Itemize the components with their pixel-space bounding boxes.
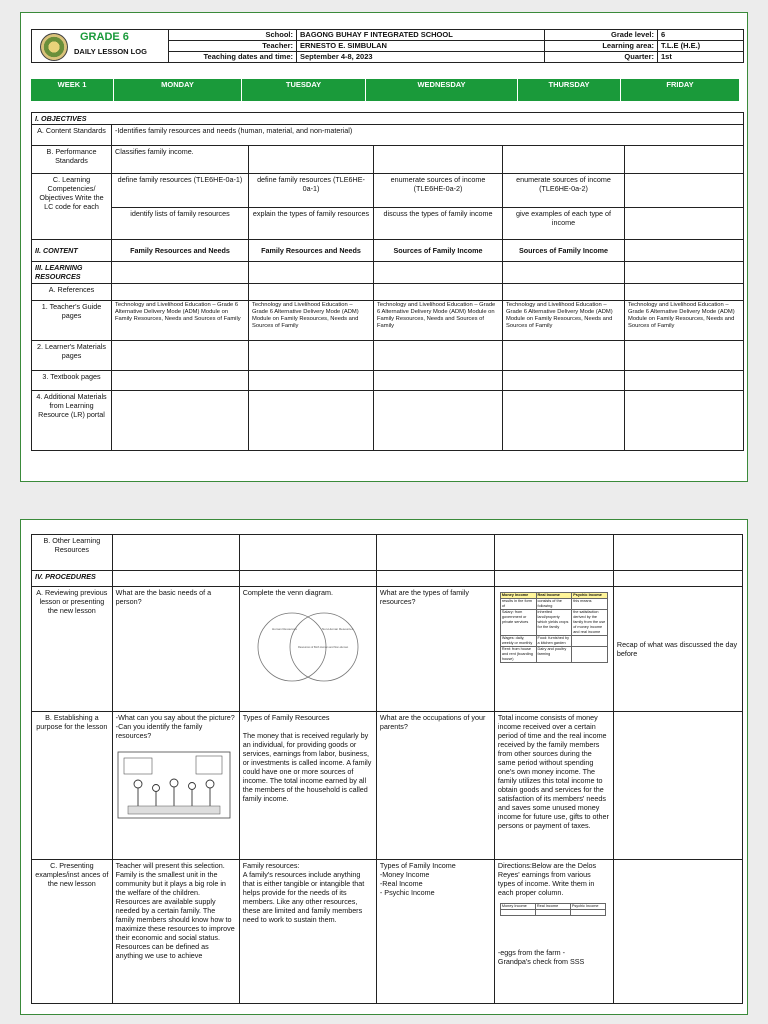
learning-area-value: T.L.E (H.E.) xyxy=(658,41,744,52)
empty-cell xyxy=(503,341,625,371)
purpose-wednesday: What are the occupations of your parents? xyxy=(376,712,494,860)
school-seal-icon xyxy=(40,33,68,61)
procedures-table xyxy=(31,534,743,1004)
empty-cell xyxy=(239,535,376,571)
venn-instruction: Complete the venn diagram. xyxy=(242,588,334,597)
content-standards-value: -Identifies family resources and needs (human, material, and non-material) xyxy=(112,125,744,146)
grade-title: GRADE 6 xyxy=(80,31,129,43)
empty-cell xyxy=(376,535,494,571)
day-thursday: THURSDAY xyxy=(518,79,621,101)
tg-tuesday: Technology and Livelihood Education – Grade 6 Alternative Delivery Mode (ADM) Module on Family Resources, Needs and Sources of Family xyxy=(249,301,374,341)
purpose-monday xyxy=(112,712,239,860)
purpose-label: B. Establishing a purpose for the lesson xyxy=(32,712,113,860)
empty-cell xyxy=(625,208,744,240)
tg-friday: Technology and Livelihood Education – Grade 6 Alternative Delivery Mode (ADM) Module on Family Resources, Needs and Sources of Family xyxy=(625,301,744,341)
mini-cell xyxy=(570,910,605,916)
content-tuesday: Family Resources and Needs xyxy=(249,240,374,262)
lesson-log-page-1 xyxy=(20,12,748,482)
income-header-money: Money Income xyxy=(500,593,536,599)
lesson-log-page-2 xyxy=(20,519,748,1015)
income-cell: Dairy and poultry farming xyxy=(536,647,572,663)
empty-cell xyxy=(625,262,744,284)
lc-tuesday-2: explain the types of family resources xyxy=(249,208,374,240)
mini-header-real: Real Income xyxy=(535,904,570,910)
additional-materials-label: 4. Additional Materials from Learning Resource (LR) portal xyxy=(32,391,112,451)
reviewing-thursday xyxy=(494,587,613,712)
venn-middle-label: Resources of Both Human and Non-Human xyxy=(297,646,348,649)
empty-cell xyxy=(249,146,374,174)
income-classification-table xyxy=(500,903,606,916)
empty-cell xyxy=(112,262,249,284)
school-label: School: xyxy=(169,30,297,41)
presenting-tuesday: Family resources: A family's resources include anything that is either tangible or intangible that helps provide for the needs of its members. Like any other resources, these are limited and family members need to work to sustain them. xyxy=(239,860,376,1004)
empty-cell xyxy=(249,391,374,451)
content-standards-label: A. Content Standards xyxy=(32,125,112,146)
empty-cell xyxy=(239,571,376,587)
presenting-friday xyxy=(613,860,742,1004)
empty-cell xyxy=(249,284,374,301)
content-wednesday: Sources of Family Income xyxy=(374,240,503,262)
tg-wednesday: Technology and Livelihood Education – Grade 6 Alternative Delivery Mode (ADM) Module on Family Resources, Needs and Sources of Family xyxy=(374,301,503,341)
quarter-label: Quarter: xyxy=(545,52,658,63)
dates-value: September 4-8, 2023 xyxy=(297,52,545,63)
reviewing-friday: Recap of what was discussed the day before xyxy=(613,587,742,712)
empty-cell xyxy=(494,571,613,587)
venn-right-label: Non-Human Resources xyxy=(321,627,354,631)
purpose-tuesday: Types of Family Resources The money that is received regularly by an individual, for providing goods or services, earnings from labor, business, or investments is called income. A family could have one or more sources of income. The total income earned by all the members of the household is called family income. xyxy=(239,712,376,860)
empty-cell xyxy=(249,371,374,391)
empty-cell xyxy=(494,535,613,571)
empty-cell xyxy=(613,535,742,571)
reviewing-monday: What are the basic needs of a person? xyxy=(112,587,239,712)
empty-cell xyxy=(503,146,625,174)
empty-cell xyxy=(625,240,744,262)
income-types-table xyxy=(500,592,608,663)
tg-thursday: Technology and Livelihood Education – Grade 6 Alternative Delivery Mode (ADM) Module on Family Resources, Needs and Sources of Family xyxy=(503,301,625,341)
day-friday: FRIDAY xyxy=(666,80,694,89)
presenting-monday: Teacher will present this selection. Family is the smallest unit in the community but it plays a big role in the welfare of the children. Resources are available supply needed by a certain family. The family members should know how to maximize these resources to improve their economic and social status. Resources can be defined as anything we use to achieve xyxy=(112,860,239,1004)
procedures-heading: IV. PROCEDURES xyxy=(32,571,113,587)
learning-resources-heading: III. LEARNING RESOURCES xyxy=(32,262,112,284)
income-cell: this means xyxy=(572,599,608,610)
day-wednesday: WEDNESDAY xyxy=(366,79,518,101)
lc-wednesday-2: discuss the types of family income xyxy=(374,208,503,240)
presenting-label: C. Presenting examples/inst ances of the new lesson xyxy=(32,860,113,1004)
empty-cell xyxy=(374,341,503,371)
purpose-monday-text: -What can you say about the picture? -Can you identify the family resources? xyxy=(115,713,235,740)
reviewing-label: A. Reviewing previous lesson or presenting the new lesson xyxy=(32,587,113,712)
day-monday: MONDAY xyxy=(114,79,242,101)
empty-cell xyxy=(249,341,374,371)
tg-monday: Technology and Livelihood Education – Grade 6 Alternative Delivery Mode (ADM) Module on Family Resources, Needs and Sources of Family xyxy=(112,301,249,341)
school-value: BAGONG BUHAY F INTEGRATED SCHOOL xyxy=(297,30,545,41)
lc-thursday-2: give examples of each type of income xyxy=(503,208,625,240)
empty-cell xyxy=(625,146,744,174)
purpose-friday xyxy=(613,712,742,860)
log-title: DAILY LESSON LOG xyxy=(74,47,147,56)
lc-thursday-1: enumerate sources of income (TLE6HE-0a-2) xyxy=(503,174,625,208)
venn-left-label: Human Resources xyxy=(271,627,297,631)
lc-wednesday-1: enumerate sources of income (TLE6HE-0a-2) xyxy=(374,174,503,208)
header-logo-cell xyxy=(32,30,169,63)
teacher-label: Teacher: xyxy=(169,41,297,52)
mini-cell xyxy=(500,910,535,916)
day-tuesday: TUESDAY xyxy=(242,79,366,101)
empty-cell xyxy=(503,371,625,391)
lc-monday-2: identify lists of family resources xyxy=(112,208,249,240)
empty-cell xyxy=(374,262,503,284)
empty-cell xyxy=(112,391,249,451)
presenting-thursday xyxy=(494,860,613,1004)
mini-header-psychic: Psychic Income xyxy=(570,904,605,910)
income-header-real: Real Income xyxy=(536,593,572,599)
empty-cell xyxy=(625,371,744,391)
venn-diagram xyxy=(252,600,364,690)
week-label: WEEK 1 xyxy=(31,79,114,101)
content-monday: Family Resources and Needs xyxy=(112,240,249,262)
objectives-table xyxy=(31,112,744,451)
income-cell: results in the form of xyxy=(500,599,536,610)
mini-cell xyxy=(535,910,570,916)
empty-cell xyxy=(376,571,494,587)
family-picture-icon xyxy=(116,750,232,820)
empty-cell xyxy=(112,535,239,571)
grade-level-value: 6 xyxy=(658,30,744,41)
empty-cell xyxy=(374,371,503,391)
teacher-value: ERNESTO E. SIMBULAN xyxy=(297,41,545,52)
reviewing-tuesday xyxy=(239,587,376,712)
references-label: A. References xyxy=(32,284,112,301)
empty-cell xyxy=(112,341,249,371)
content-thursday: Sources of Family Income xyxy=(503,240,625,262)
reviewing-wednesday: What are the types of family resources? xyxy=(376,587,494,712)
empty-cell xyxy=(112,371,249,391)
empty-cell xyxy=(112,571,239,587)
presenting-wednesday: Types of Family Income -Money Income -Real Income - Psychic Income xyxy=(376,860,494,1004)
income-header-psychic: Psychic Income xyxy=(572,593,608,599)
mini-header-money: Money Income xyxy=(500,904,535,910)
learning-area-label: Learning area: xyxy=(545,41,658,52)
quarter-value: 1st xyxy=(658,52,744,63)
teachers-guide-label: 1. Teacher's Guide pages xyxy=(32,301,112,341)
empty-cell xyxy=(625,174,744,208)
income-cell: the satisfaction derived by the family from the use of money income and real income xyxy=(572,610,608,636)
income-cell: Wages: daily, weekly or monthly xyxy=(500,636,536,647)
income-cell: Rent: from house and rent (boarding house) xyxy=(500,647,536,663)
textbook-label: 3. Textbook pages xyxy=(32,371,112,391)
lc-tuesday-1: define family resources (TLE6HE-0a-1) xyxy=(249,174,374,208)
content-heading: II. CONTENT xyxy=(32,240,112,262)
other-resources-label: B. Other Learning Resources xyxy=(32,535,113,571)
empty-cell xyxy=(249,262,374,284)
grade-level-label: Grade level: xyxy=(545,30,658,41)
income-cell: consists of the following xyxy=(536,599,572,610)
performance-standards-value: Classifies family income. xyxy=(112,146,249,174)
income-cell xyxy=(572,636,608,647)
empty-cell xyxy=(625,341,744,371)
empty-cell xyxy=(503,262,625,284)
empty-cell xyxy=(503,391,625,451)
income-cell: Food: furnished by a kitchen garden xyxy=(536,636,572,647)
presenting-thursday-text: Directions:Below are the Delos Reyes' earnings from various types of income. Write them in each proper column. xyxy=(497,861,597,897)
header-table xyxy=(31,29,744,63)
empty-cell xyxy=(625,391,744,451)
empty-cell xyxy=(374,284,503,301)
learners-materials-label: 2. Learner's Materials pages xyxy=(32,341,112,371)
empty-cell xyxy=(625,284,744,301)
lc-monday-1: define family resources (TLE6HE-0a-1) xyxy=(112,174,249,208)
empty-cell xyxy=(374,146,503,174)
income-cell: inherited land/property which yields crops for the family xyxy=(536,610,572,636)
competencies-label: C. Learning Competencies/ Objectives Write the LC code for each xyxy=(32,174,112,240)
empty-cell xyxy=(112,284,249,301)
dates-label: Teaching dates and time: xyxy=(169,52,297,63)
presenting-thursday-examples: -eggs from the farm - Grandpa's check from SSS xyxy=(497,948,585,966)
purpose-thursday: Total income consists of money income received over a certain period of time and the real income received by the family members from other sources during the same period without spending one's own money income. The family utilizes this total income to obtain goods and services for the satisfaction of its members' needs and saves some unused money income for future use, gifts to other persons or payment of taxes. xyxy=(494,712,613,860)
objectives-heading: I. OBJECTIVES xyxy=(32,113,744,125)
empty-cell xyxy=(374,391,503,451)
income-cell: Salary: from government or private services xyxy=(500,610,536,636)
week-bar xyxy=(31,79,739,101)
empty-cell xyxy=(613,571,742,587)
empty-cell xyxy=(503,284,625,301)
performance-standards-label: B. Performance Standards xyxy=(32,146,112,174)
income-cell xyxy=(572,647,608,663)
